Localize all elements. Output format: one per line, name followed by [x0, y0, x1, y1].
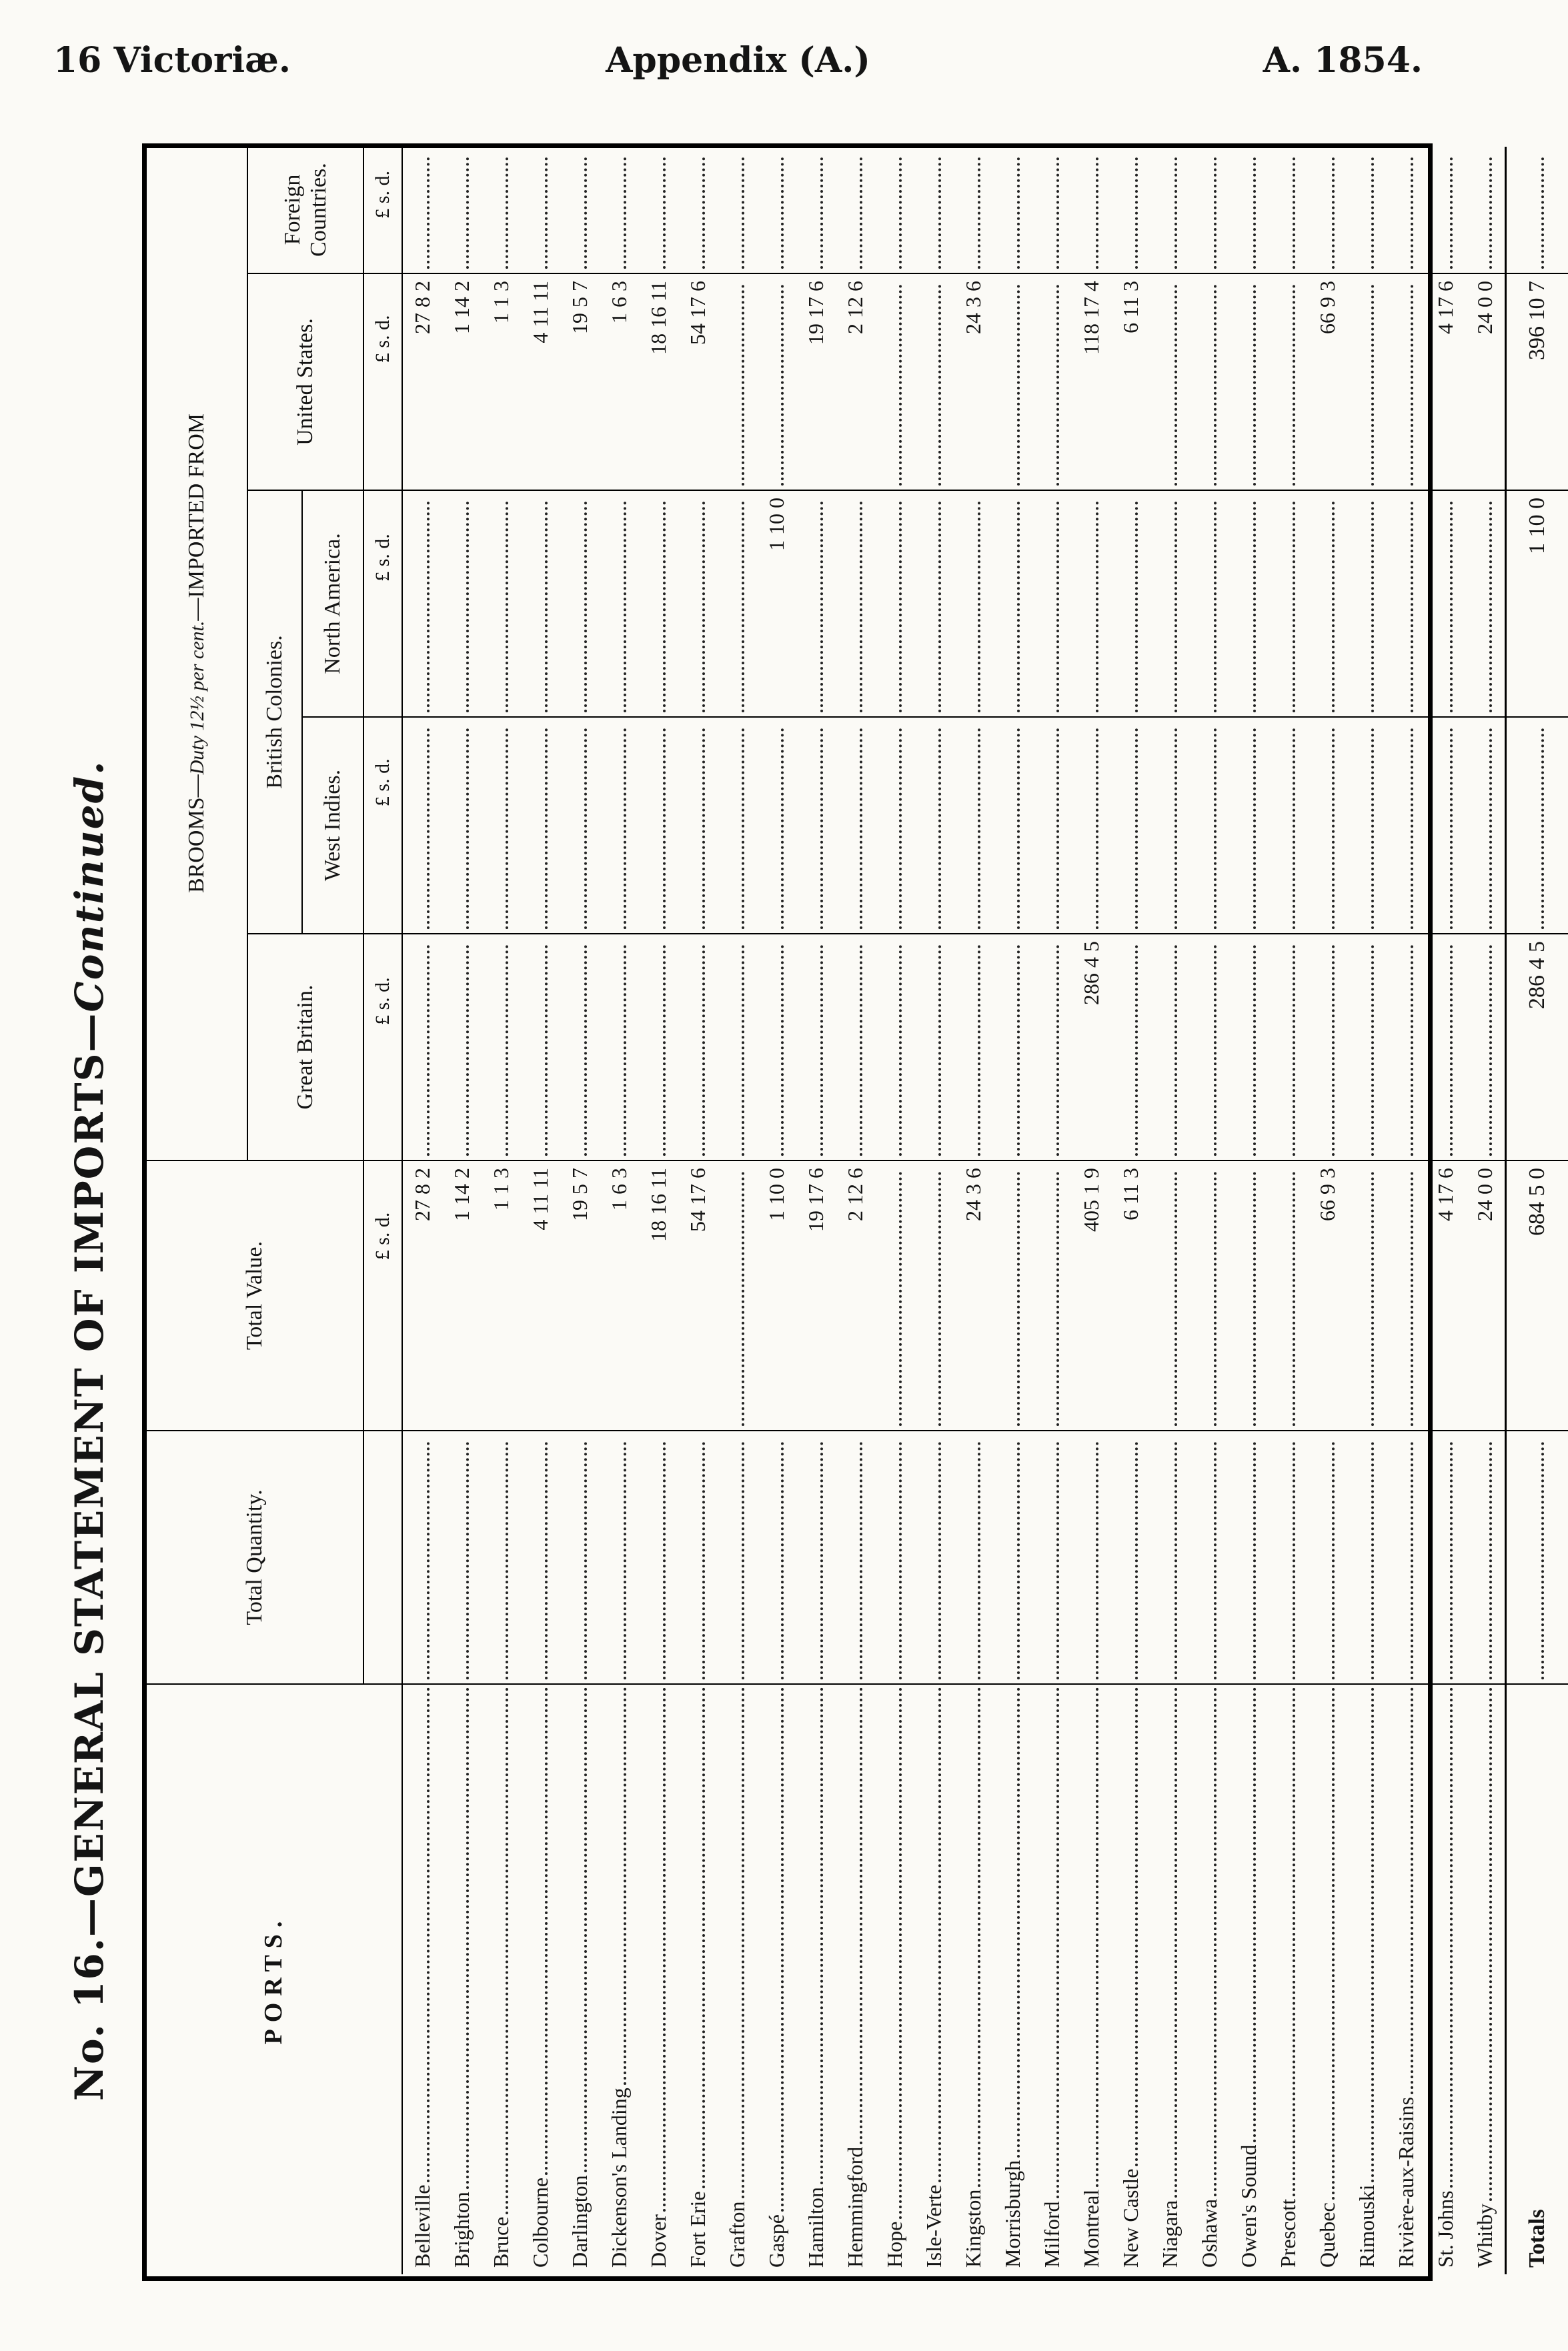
west-indies-cell	[560, 717, 600, 934]
port-name: Prescott	[1269, 1684, 1308, 2274]
west-indies-cell	[1387, 717, 1426, 934]
total-quantity-cell	[1308, 1431, 1347, 1684]
great-britain-cell	[875, 934, 914, 1160]
port-name: Hope	[875, 1684, 914, 2274]
foreign-cell	[1387, 147, 1426, 273]
foreign-cell	[1190, 147, 1229, 273]
west-indies-cell	[442, 717, 482, 934]
north-america-cell: 1 10 0	[1506, 490, 1568, 717]
table-row	[1269, 147, 1308, 2274]
port-name: New Castle	[1111, 1684, 1150, 2274]
great-britain-cell: 286 4 5	[1072, 934, 1111, 1160]
west-indies-cell	[482, 717, 521, 934]
united-states-cell	[1347, 273, 1387, 490]
great-britain-cell	[1032, 934, 1072, 1160]
north-america-cell	[600, 490, 639, 717]
unit-united-states: £ s. d.	[363, 273, 402, 490]
port-name: Milford	[1032, 1684, 1072, 2274]
total-value-cell: 54 17 6	[678, 1160, 718, 1431]
total-quantity-cell	[1269, 1431, 1308, 1684]
total-value-cell	[875, 1160, 914, 1431]
united-states-cell	[1387, 273, 1426, 490]
great-britain-cell	[1308, 934, 1347, 1160]
total-quantity-cell	[600, 1431, 639, 1684]
total-quantity-cell	[1150, 1431, 1190, 1684]
west-indies-cell	[402, 717, 442, 934]
port-name: Hamilton	[796, 1684, 836, 2274]
table-row	[560, 147, 600, 2274]
table-row	[1111, 147, 1150, 2274]
table-row	[836, 147, 875, 2274]
north-america-cell	[1150, 490, 1190, 717]
total-quantity-cell	[402, 1431, 442, 1684]
table-row	[639, 147, 678, 2274]
north-america-cell	[914, 490, 954, 717]
port-name: Kingston	[954, 1684, 993, 2274]
total-quantity-cell	[1387, 1431, 1426, 1684]
great-britain-cell	[1426, 934, 1465, 1160]
table-body	[402, 147, 1568, 2274]
table-row	[875, 147, 914, 2274]
west-indies-cell	[1465, 717, 1506, 934]
united-states-cell	[1032, 273, 1072, 490]
port-name: Quebec	[1308, 1684, 1347, 2274]
port-name: Dover	[639, 1684, 678, 2274]
united-states-cell: 54 17 6	[678, 273, 718, 490]
great-britain-cell	[442, 934, 482, 1160]
table-row	[442, 147, 482, 2274]
imports-table-rotated	[147, 147, 1549, 2274]
great-britain-cell	[914, 934, 954, 1160]
foreign-cell	[796, 147, 836, 273]
foreign-cell	[1347, 147, 1387, 273]
north-america-cell	[1111, 490, 1150, 717]
total-value-cell	[1190, 1160, 1229, 1431]
foreign-cell	[954, 147, 993, 273]
west-indies-cell	[1150, 717, 1190, 934]
foreign-cell	[836, 147, 875, 273]
north-america-cell	[1032, 490, 1072, 717]
total-value-cell: 1 6 3	[600, 1160, 639, 1431]
port-name: Dickenson's Landing	[600, 1684, 639, 2274]
west-indies-cell	[1229, 717, 1269, 934]
foreign-cell	[678, 147, 718, 273]
foreign-cell	[993, 147, 1032, 273]
west-indies-cell	[1269, 717, 1308, 934]
west-indies-cell	[1111, 717, 1150, 934]
west-indies-cell	[1347, 717, 1387, 934]
table-row	[954, 147, 993, 2274]
great-britain-cell	[796, 934, 836, 1160]
total-quantity-cell	[954, 1431, 993, 1684]
table-row	[1465, 147, 1506, 2274]
foreign-cell	[1150, 147, 1190, 273]
port-name: Oshawa	[1190, 1684, 1229, 2274]
total-value-cell: 4 11 11	[521, 1160, 560, 1431]
imports-table	[147, 147, 1568, 2274]
great-britain-cell	[954, 934, 993, 1160]
total-value-cell: 19 5 7	[560, 1160, 600, 1431]
united-states-cell: 396 10 7	[1506, 273, 1568, 490]
foreign-cell	[914, 147, 954, 273]
total-value-cell	[1032, 1160, 1072, 1431]
table-row	[1426, 147, 1465, 2274]
total-value-cell: 2 12 6	[836, 1160, 875, 1431]
north-america-cell	[796, 490, 836, 717]
great-britain-cell	[718, 934, 757, 1160]
header-appendix: Appendix (A.)	[606, 40, 870, 81]
north-america-cell	[718, 490, 757, 717]
united-states-cell: 24 0 0	[1465, 273, 1506, 490]
united-states-cell	[1150, 273, 1190, 490]
port-name: Niagara	[1150, 1684, 1190, 2274]
total-quantity-cell	[521, 1431, 560, 1684]
total-quantity-cell	[875, 1431, 914, 1684]
total-quantity-cell	[914, 1431, 954, 1684]
foreign-cell	[1229, 147, 1269, 273]
total-quantity-cell	[1506, 1431, 1568, 1684]
united-states-cell: 19 5 7	[560, 273, 600, 490]
united-states-cell: 118 17 4	[1072, 273, 1111, 490]
great-britain-cell	[1111, 934, 1150, 1160]
total-quantity-cell	[796, 1431, 836, 1684]
foreign-cell	[1111, 147, 1150, 273]
west-indies-cell	[1190, 717, 1229, 934]
foreign-cell	[482, 147, 521, 273]
table-row	[600, 147, 639, 2274]
unit-great-britain: £ s. d.	[363, 934, 402, 1160]
total-value-cell	[993, 1160, 1032, 1431]
foreign-cell	[560, 147, 600, 273]
header-session: 16 Victoriæ.	[53, 40, 291, 81]
page-title	[67, 760, 112, 2101]
united-states-cell: 66 9 3	[1308, 273, 1347, 490]
great-britain-cell	[1465, 934, 1506, 1160]
united-states-cell	[1229, 273, 1269, 490]
total-value-cell: 18 16 11	[639, 1160, 678, 1431]
great-britain-cell	[1190, 934, 1229, 1160]
great-britain-cell: 286 4 5	[1506, 934, 1568, 1160]
great-britain-cell	[678, 934, 718, 1160]
west-indies-cell	[757, 717, 796, 934]
group-header-label: BROOMS—	[184, 774, 209, 893]
united-states-cell: 19 17 6	[796, 273, 836, 490]
british-colonies-header: British Colonies.	[247, 490, 302, 934]
united-states-header: United States.	[247, 273, 363, 490]
great-britain-header: Great Britain.	[247, 934, 363, 1160]
west-indies-cell	[600, 717, 639, 934]
north-america-cell	[1190, 490, 1229, 717]
total-value-cell	[1150, 1160, 1190, 1431]
west-indies-cell	[836, 717, 875, 934]
total-quantity-cell	[639, 1431, 678, 1684]
foreign-cell	[875, 147, 914, 273]
total-quantity-header: Total Quantity.	[147, 1431, 363, 1684]
table-row	[1387, 147, 1426, 2274]
total-quantity-cell	[836, 1431, 875, 1684]
united-states-cell: 4 17 6	[1426, 273, 1465, 490]
united-states-cell	[993, 273, 1032, 490]
west-indies-cell	[678, 717, 718, 934]
total-value-cell	[1229, 1160, 1269, 1431]
united-states-cell: 2 12 6	[836, 273, 875, 490]
group-header-suffix: —IMPORTED FROM	[184, 413, 209, 621]
great-britain-cell	[1387, 934, 1426, 1160]
united-states-cell: 1 6 3	[600, 273, 639, 490]
table-row	[1308, 147, 1347, 2274]
north-america-cell: 1 10 0	[757, 490, 796, 717]
west-indies-cell	[718, 717, 757, 934]
totals-row	[1506, 147, 1568, 2274]
north-america-cell	[1387, 490, 1426, 717]
unit-quantity	[363, 1431, 402, 1684]
port-name: Isle-Verte	[914, 1684, 954, 2274]
ports-header: PORTS.	[147, 1684, 402, 2274]
north-america-cell	[482, 490, 521, 717]
west-indies-cell	[639, 717, 678, 934]
total-quantity-cell	[993, 1431, 1032, 1684]
north-america-cell	[1072, 490, 1111, 717]
port-name: St. Johns	[1426, 1684, 1465, 2274]
great-britain-cell	[1347, 934, 1387, 1160]
west-indies-cell	[1426, 717, 1465, 934]
north-america-cell	[1465, 490, 1506, 717]
north-america-cell	[954, 490, 993, 717]
unit-west-indies: £ s. d.	[363, 717, 402, 934]
table-row	[521, 147, 560, 2274]
north-america-cell	[1229, 490, 1269, 717]
united-states-cell	[757, 273, 796, 490]
table-row	[993, 147, 1032, 2274]
foreign-cell	[521, 147, 560, 273]
total-value-cell: 66 9 3	[1308, 1160, 1347, 1431]
table-row	[1229, 147, 1269, 2274]
foreign-cell	[1269, 147, 1308, 273]
foreign-cell	[1465, 147, 1506, 273]
foreign-cell	[1426, 147, 1465, 273]
total-value-cell: 24 3 6	[954, 1160, 993, 1431]
great-britain-cell	[639, 934, 678, 1160]
north-america-cell	[875, 490, 914, 717]
total-value-cell: 1 1 3	[482, 1160, 521, 1431]
north-america-cell	[1426, 490, 1465, 717]
united-states-cell	[914, 273, 954, 490]
total-value-cell: 4 17 6	[1426, 1160, 1465, 1431]
table-row	[1150, 147, 1190, 2274]
total-quantity-cell	[442, 1431, 482, 1684]
total-value-cell: 1 14 2	[442, 1160, 482, 1431]
great-britain-cell	[836, 934, 875, 1160]
great-britain-cell	[1229, 934, 1269, 1160]
port-name: Rivière-aux-Raisins	[1387, 1684, 1426, 2274]
table-row	[914, 147, 954, 2274]
north-america-cell	[639, 490, 678, 717]
foreign-cell	[442, 147, 482, 273]
foreign-cell	[639, 147, 678, 273]
north-america-cell	[993, 490, 1032, 717]
united-states-cell: 1 1 3	[482, 273, 521, 490]
unit-total-value: £ s. d.	[363, 1160, 402, 1431]
group-duty: Duty 12½ per cent.	[186, 620, 209, 775]
total-quantity-cell	[482, 1431, 521, 1684]
total-value-header: Total Value.	[147, 1160, 363, 1431]
total-value-cell	[1269, 1160, 1308, 1431]
foreign-cell	[1506, 147, 1568, 273]
united-states-cell	[1269, 273, 1308, 490]
port-name: Whitby	[1465, 1684, 1506, 2274]
total-value-cell: 6 11 3	[1111, 1160, 1150, 1431]
total-value-cell	[718, 1160, 757, 1431]
total-quantity-cell	[1111, 1431, 1150, 1684]
north-america-cell	[1347, 490, 1387, 717]
total-value-cell: 405 1 9	[1072, 1160, 1111, 1431]
port-name: Belleville	[402, 1684, 442, 2274]
total-quantity-cell	[560, 1431, 600, 1684]
north-america-cell	[678, 490, 718, 717]
north-america-cell	[1308, 490, 1347, 717]
foreign-cell	[1032, 147, 1072, 273]
total-value-cell: 1 10 0	[757, 1160, 796, 1431]
port-name: Grafton	[718, 1684, 757, 2274]
great-britain-cell	[757, 934, 796, 1160]
west-indies-cell	[796, 717, 836, 934]
foreign-cell	[600, 147, 639, 273]
united-states-cell: 1 14 2	[442, 273, 482, 490]
united-states-cell	[875, 273, 914, 490]
port-name: Fort Erie	[678, 1684, 718, 2274]
total-value-cell: 27 8 2	[402, 1160, 442, 1431]
port-name: Gaspé	[757, 1684, 796, 2274]
group-header	[147, 147, 247, 1160]
table-row	[482, 147, 521, 2274]
north-america-cell	[560, 490, 600, 717]
total-quantity-cell	[1426, 1431, 1465, 1684]
total-value-cell: 24 0 0	[1465, 1160, 1506, 1431]
foreign-cell	[1308, 147, 1347, 273]
united-states-cell: 4 11 11	[521, 273, 560, 490]
total-quantity-cell	[1465, 1431, 1506, 1684]
great-britain-cell	[1269, 934, 1308, 1160]
table-row	[796, 147, 836, 2274]
header-year: A. 1854.	[1263, 40, 1423, 81]
west-indies-cell	[914, 717, 954, 934]
total-quantity-cell	[1190, 1431, 1229, 1684]
total-quantity-cell	[1347, 1431, 1387, 1684]
united-states-cell	[1190, 273, 1229, 490]
port-name: Colbourne	[521, 1684, 560, 2274]
total-value-cell: 19 17 6	[796, 1160, 836, 1431]
total-quantity-cell	[1229, 1431, 1269, 1684]
total-quantity-cell	[1072, 1431, 1111, 1684]
north-america-cell	[836, 490, 875, 717]
great-britain-cell	[482, 934, 521, 1160]
table-row	[1347, 147, 1387, 2274]
west-indies-cell	[1072, 717, 1111, 934]
total-value-cell: 684 5 0	[1506, 1160, 1568, 1431]
united-states-cell	[718, 273, 757, 490]
great-britain-cell	[993, 934, 1032, 1160]
great-britain-cell	[1150, 934, 1190, 1160]
unit-north-america: £ s. d.	[363, 490, 402, 717]
north-america-header: North America.	[302, 490, 363, 717]
port-name: Darlington	[560, 1684, 600, 2274]
west-indies-cell	[954, 717, 993, 934]
north-america-cell	[521, 490, 560, 717]
total-quantity-cell	[718, 1431, 757, 1684]
table-row	[1032, 147, 1072, 2274]
west-indies-cell	[1032, 717, 1072, 934]
foreign-cell	[402, 147, 442, 273]
port-name: Montreal	[1072, 1684, 1111, 2274]
north-america-cell	[442, 490, 482, 717]
title-main: No. 16.—GENERAL STATEMENT OF IMPORTS—	[67, 1012, 112, 2101]
table-row	[1190, 147, 1229, 2274]
north-america-cell	[1269, 490, 1308, 717]
great-britain-cell	[560, 934, 600, 1160]
great-britain-cell	[402, 934, 442, 1160]
foreign-countries-header: Foreign Countries.	[247, 147, 363, 273]
total-value-cell	[914, 1160, 954, 1431]
total-quantity-cell	[757, 1431, 796, 1684]
west-indies-cell	[1308, 717, 1347, 934]
table-row	[718, 147, 757, 2274]
foreign-cell	[1072, 147, 1111, 273]
port-name: Morrisburgh	[993, 1684, 1032, 2274]
great-britain-cell	[521, 934, 560, 1160]
foreign-cell	[757, 147, 796, 273]
united-states-cell: 27 8 2	[402, 273, 442, 490]
unit-foreign: £ s. d.	[363, 147, 402, 273]
table-row	[402, 147, 442, 2274]
foreign-cell	[718, 147, 757, 273]
united-states-cell: 18 16 11	[639, 273, 678, 490]
port-name: Rimouski	[1347, 1684, 1387, 2274]
title-continued: Continued.	[67, 760, 112, 1012]
table-row	[1072, 147, 1111, 2274]
total-value-cell	[1387, 1160, 1426, 1431]
west-indies-cell	[993, 717, 1032, 934]
united-states-cell: 6 11 3	[1111, 273, 1150, 490]
table-row	[757, 147, 796, 2274]
great-britain-cell	[600, 934, 639, 1160]
west-indies-cell	[521, 717, 560, 934]
west-indies-header: West Indies.	[302, 717, 363, 934]
north-america-cell	[402, 490, 442, 717]
port-name: Owen's Sound	[1229, 1684, 1269, 2274]
total-quantity-cell	[678, 1431, 718, 1684]
united-states-cell: 24 3 6	[954, 273, 993, 490]
totals-label: Totals	[1506, 1684, 1568, 2274]
west-indies-cell	[875, 717, 914, 934]
port-name: Brighton	[442, 1684, 482, 2274]
total-quantity-cell	[1032, 1431, 1072, 1684]
port-name: Bruce	[482, 1684, 521, 2274]
total-value-cell	[1347, 1160, 1387, 1431]
west-indies-cell	[1506, 717, 1568, 934]
port-name: Hemmingford	[836, 1684, 875, 2274]
table-row	[678, 147, 718, 2274]
